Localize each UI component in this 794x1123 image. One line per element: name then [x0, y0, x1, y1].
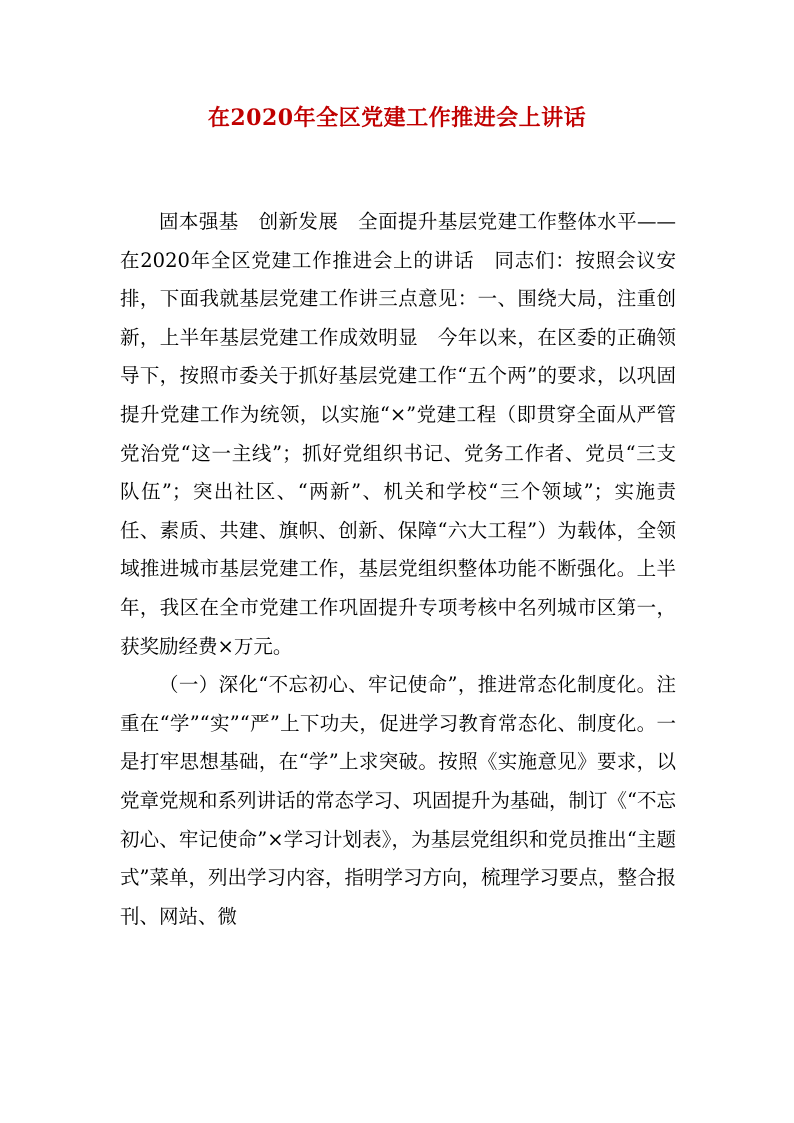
paragraph-1: 固本强基 创新发展 全面提升基层党建工作整体水平——在2020年全区党建工作推进会上的讲话 同志们：按照会议安排，下面我就基层党建工作讲三点意见：一、围绕大局，注重创新，上半年基层党建工作成效明显 今年以来，在区委的正确领导下，按照市委关于抓好基层党建工作“五个两”的要求，以巩固提升党建工作为统领，以实施“×”党建工程（即贯穿全面从严管党治党“这一主线”；抓好党组织书记、党务工作者、党员“三支队伍”；突出社区、“两新”、机关和学校“三个领域”；实施责任、素质、共建、旗帜、创新、保障“六大工程”）为载体，全领域推进城市基层党建工作，基层党组织整体功能不断强化。上半年，我区在全市党建工作巩固提升专项考核中名列城市区第一，获奖励经费×万元。 [120, 210, 676, 658]
paragraph-2: （一）深化“不忘初心、牢记使命”，推进常态化制度化。注重在“学”“实”“严”上下功夫，促进学习教育常态化、制度化。一是打牢思想基础，在“学”上求突破。按照《实施意见》要求，以党章党规和系列讲话的常态学习、巩固提升为基础，制订《“不忘初心、牢记使命”×学习计划表》，为基层党组织和党员推出“主题式”菜单，列出学习内容，指明学习方向，梳理学习要点，整合报刊、网站、微 [120, 673, 676, 928]
document-body [120, 203, 676, 936]
document-title: 在2020年全区党建工作推进会上讲话 [207, 105, 587, 131]
